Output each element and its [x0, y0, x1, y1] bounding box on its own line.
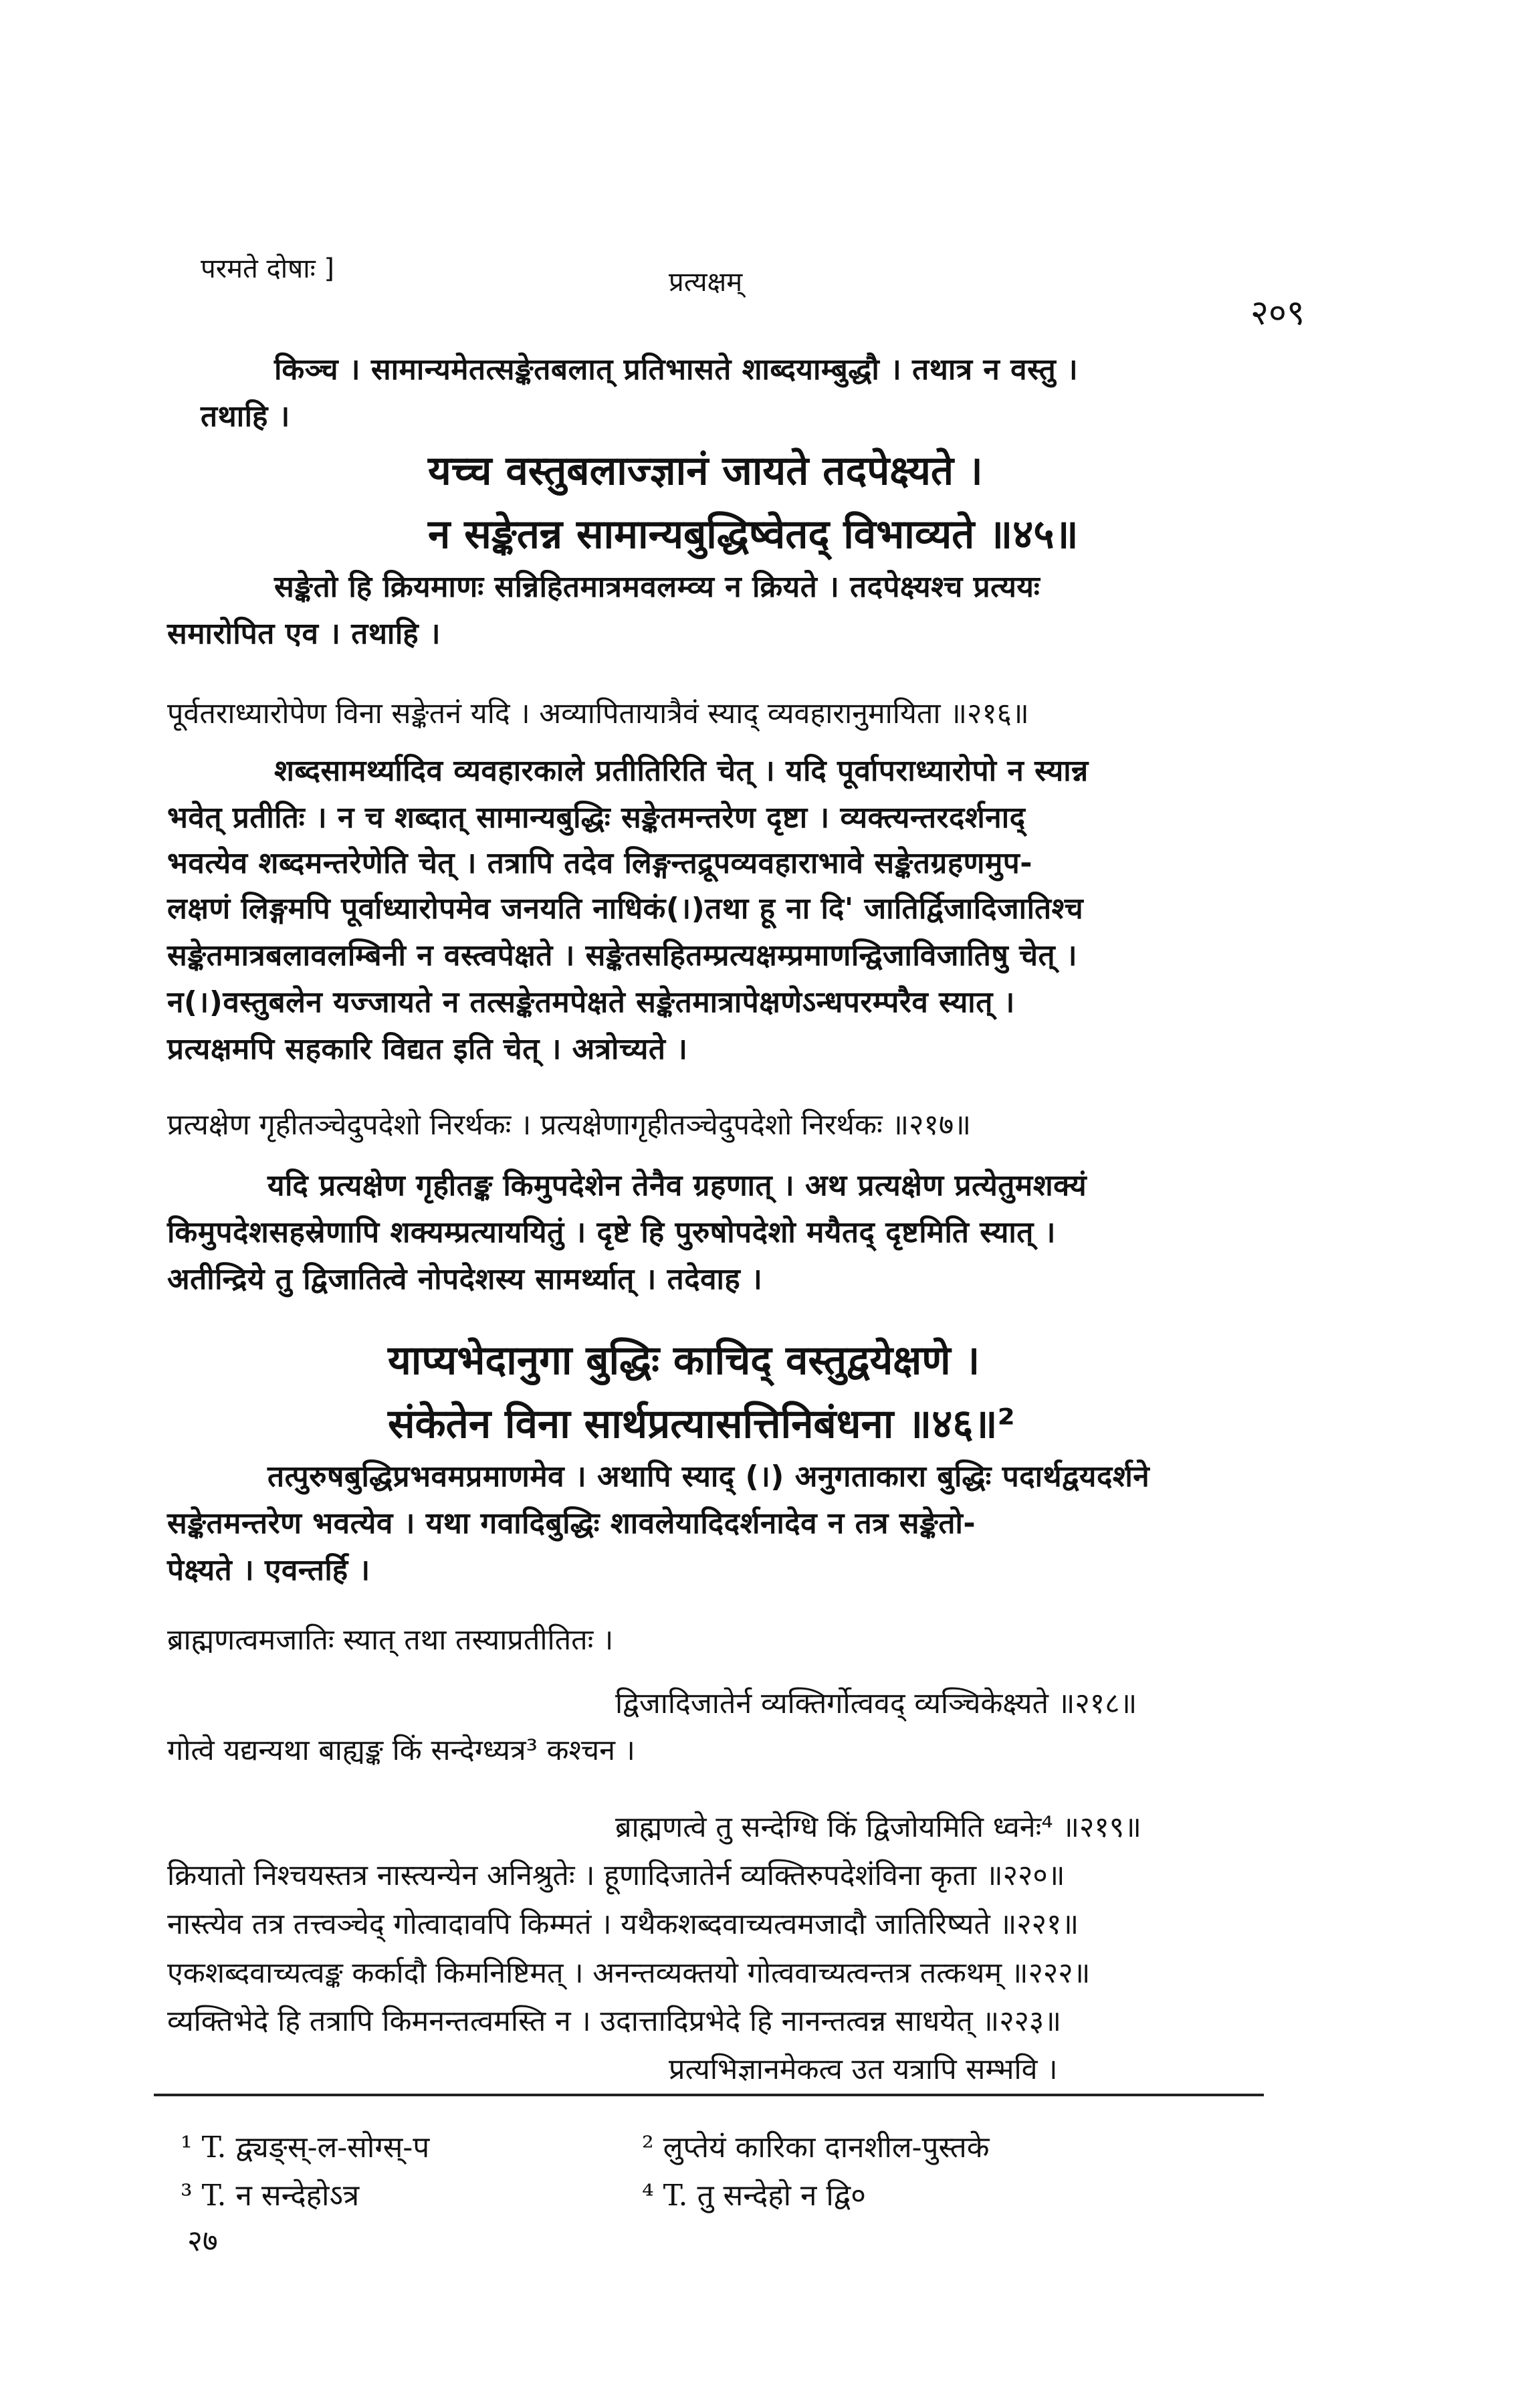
- prose-line: तत्पुरुषबुद्धिप्रभवमप्रमाणमेव । अथापि स्याद् (।) अनुगताकारा बुद्धिः पदार्थद्वयदर्शने: [267, 1460, 1150, 1494]
- page-signature: २७: [187, 2224, 218, 2258]
- footnote: ⁴ T. तु सन्देहो न द्वि०: [642, 2179, 866, 2213]
- prose-line: भवत्येव शब्दमन्तरेणेति चेत् । तत्रापि तदेव लिङ्गन्तद्रूपव्यवहाराभावे सङ्केतग्रहणमुप-: [167, 846, 1033, 880]
- karika-line: गोत्वे यद्यन्यथा बाह्यङ्क किं सन्देग्ध्यत्र³ कश्चन ।: [167, 1734, 635, 1767]
- karika-line: एकशब्दवाच्यत्वङ्क कर्कादौ किमनिष्टिमत् । अनन्तव्यक्तयो गोत्ववाच्यत्वन्तत्र तत्कथम् ॥२२२॥: [167, 1956, 1091, 1990]
- prose-line: किञ्च । सामान्यमेतत्सङ्केतबलात् प्रतिभासते शाब्दयाम्बुद्धौ । तथात्र न वस्तु ।: [274, 353, 1079, 387]
- karika-line: ब्राह्मणत्वमजातिः स्यात् तथा तस्याप्रतीतितः ।: [167, 1623, 614, 1657]
- prose-line: न(।)वस्तुबलेन यज्जायते न तत्सङ्केतमपेक्षते सङ्केतमात्रापेक्षणेऽन्धपरम्परैव स्यात् ।: [167, 985, 1015, 1019]
- prose-line: भवेत् प्रतीतिः । न च शब्दात् सामान्यबुद्धिः सङ्केतमन्तरेण दृष्टा । व्यक्त्यन्तरदर्शनाद्: [167, 801, 1026, 835]
- footnote-divider: [154, 2094, 1264, 2096]
- karika-line: व्यक्तिभेदे हि तत्रापि किमनन्तत्वमस्ति न । उदात्तादिप्रभेदे हि नानन्तत्वन्न साधयेत् ॥२२३॥: [167, 2005, 1062, 2038]
- karika-line: पूर्वतराध्यारोपेण विना सङ्केतनं यदि । अव्यापितायात्रैवं स्याद् व्यवहारानुमायिता ॥२१६॥: [167, 697, 1029, 730]
- prose-line: किमुपदेशसहस्रेणापि शक्यम्प्रत्याययितुं । दृष्टे हि पुरुषोपदेशो मयैतद् दृष्टमिति स्यात् ।: [167, 1215, 1056, 1249]
- running-header-title: प्रत्यक्षम्: [669, 267, 743, 298]
- verse-line: न सङ्केतन्न सामान्यबुद्धिष्वेतद् विभाव्यते ॥४५॥: [428, 511, 1079, 558]
- prose-line: सङ्केतो हि क्रियमाणः सन्निहितमात्रमवलम्व्य न क्रियते । तदपेक्ष्यश्च प्रत्ययः: [274, 570, 1040, 604]
- prose-line: शब्दसामर्थ्यादिव व्यवहारकाले प्रतीतिरिति चेत् । यदि पूर्वापराध्यारोपो न स्यान्न: [274, 754, 1089, 788]
- karika-line: प्रत्यक्षेण गृहीतञ्चेदुपदेशो निरर्थकः । प्रत्यक्षेणागृहीतञ्चेदुपदेशो निरर्थकः ॥२१७॥: [167, 1108, 971, 1142]
- verse-line: संकेतेन विना सार्थप्रत्यासत्तिनिबंधना ॥४६॥²: [388, 1401, 1015, 1447]
- prose-line: पेक्ष्यते । एवन्तर्हि ।: [167, 1553, 370, 1587]
- footnote: ² लुप्तेयं कारिका दानशील-पुस्तके: [642, 2130, 990, 2165]
- karika-line: द्विजादिजातेर्न व्यक्तिर्गोत्ववद् व्यञ्चिकेक्ष्यते ॥२१८॥: [615, 1687, 1137, 1720]
- karika-line: प्रत्यभिज्ञानमेकत्व उत यत्रापि सम्भवि ।: [669, 2053, 1058, 2086]
- prose-line: यदि प्रत्यक्षेण गृहीतङ्क किमुपदेशेन तेनैव ग्रहणात् । अथ प्रत्यक्षेण प्रत्येतुमशक्यं: [267, 1169, 1087, 1203]
- prose-line: तथाहि ।: [201, 399, 290, 433]
- prose-line: समारोपित एव । तथाहि ।: [167, 617, 441, 651]
- prose-line: अतीन्द्रिये तु द्विजातित्वे नोपदेशस्य सामर्थ्यात् । तदेवाह ।: [167, 1262, 763, 1296]
- prose-line: सङ्केतमन्तरेण भवत्येव । यथा गवादिबुद्धिः शावलेयादिदर्शनादेव न तत्र सङ्केतो-: [167, 1506, 976, 1540]
- footnote: ¹ T. द्व्यङ्स्-ल-सोग्स्-प: [181, 2130, 430, 2165]
- footnote: ³ T. न सन्देहोऽत्र: [181, 2179, 360, 2213]
- verse-line: यच्च वस्तुबलाज्ज्ञानं जायते तदपेक्ष्यते ।: [428, 447, 983, 494]
- karika-line: क्रियातो निश्चयस्तत्र नास्त्यन्येन अनिश्रुतेः । हूणादिजातेर्न व्यक्तिरुपदेशंविना कृता ॥२२०॥: [167, 1859, 1065, 1892]
- karika-line: ब्राह्मणत्वे तु सन्देग्धि किं द्विजोयमिति ध्वनेः⁴ ॥२१९॥: [615, 1811, 1141, 1844]
- prose-line: सङ्केतमात्रबलावलम्बिनी न वस्त्वपेक्षते । सङ्केतसहितम्प्रत्यक्षम्प्रमाणन्द्विजाविजातिषु चेत् ।: [167, 938, 1078, 973]
- prose-line: लक्षणं लिङ्गमपि पूर्वाध्यारोपमेव जनयति नाधिकं(।)तथा हू ना दि' जातिर्द्विजादिजातिश्च: [167, 892, 1084, 926]
- page-number: २०९: [1250, 293, 1305, 333]
- running-header-left: परमते दोषाः ]: [201, 254, 334, 284]
- prose-line: प्रत्यक्षमपि सहकारि विद्यत इति चेत् । अत्रोच्यते ।: [167, 1032, 688, 1066]
- verse-line: याप्यभेदानुगा बुद्धिः काचिद् वस्तुद्वयेक्षणे ।: [388, 1337, 980, 1384]
- karika-line: नास्त्येव तत्र तत्त्वञ्चेद् गोत्वादावपि किम्मतं । यथैकशब्दवाच्यत्वमजादौ जातिरिष्यते ॥२२१॥: [167, 1908, 1079, 1941]
